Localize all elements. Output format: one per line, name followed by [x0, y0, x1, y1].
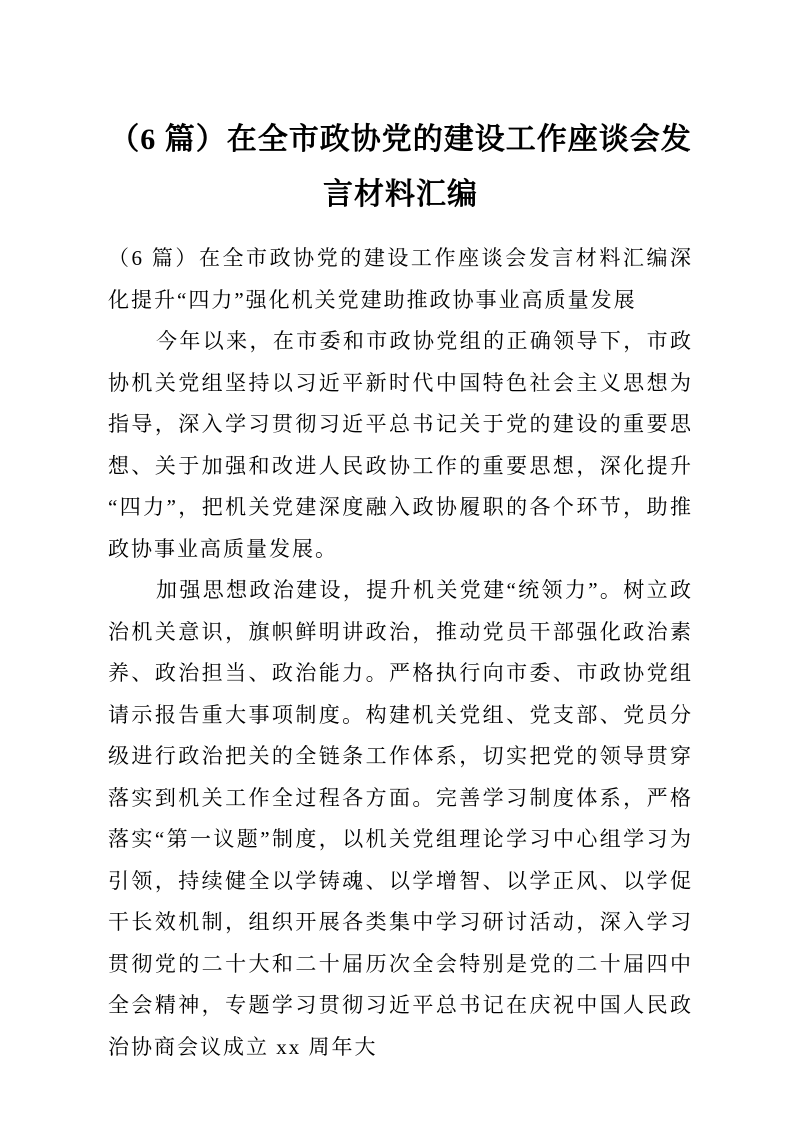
document-title [108, 112, 693, 222]
document-body [108, 238, 693, 1068]
title-line-2: 言材料汇编 [323, 178, 478, 211]
body-paragraph-1: 今年以来，在市委和市政协党组的正确领导下，市政协机关党组坚持以习近平新时代中国特色社会主义思想为指导，深入学习贯彻习近平总书记关于党的建设的重要思想、关于加强和改进人民政协工作的重要思想，深化提升“四力”，把机关党建深度融入政协履职的各个环节，助推政协事业高质量发展。 [108, 329, 693, 561]
body-paragraph-2: 加强思想政治建设，提升机关党建“统领力”。树立政治机关意识，旗帜鲜明讲政治，推动党员干部强化政治素养、政治担当、政治能力。严格执行向市委、市政协党组请示报告重大事项制度。构建机关党组、党支部、党员分级进行政治把关的全链条工作体系，切实把党的领导贯穿落实到机关工作全过程各方面。完善学习制度体系，严格落实“第一议题”制度，以机关党组理论学习中心组学习为引领，持续健全以学铸魂、以学增智、以学正风、以学促干长效机制，组织开展各类集中学习研讨活动，深入学习贯彻党的二十大和二十届历次全会特别是党的二十届四中全会精神，专题学习贯彻习近平总书记在庆祝中国人民政治协商会议成立 xx 周年大 [108, 578, 693, 1059]
lead-paragraph: （6 篇）在全市政协党的建设工作座谈会发言材料汇编深化提升“四力”强化机关党建助推政协事业高质量发展 [108, 246, 693, 312]
title-line-1: （6 篇）在全市政协党的建设工作座谈会发 [109, 123, 692, 156]
